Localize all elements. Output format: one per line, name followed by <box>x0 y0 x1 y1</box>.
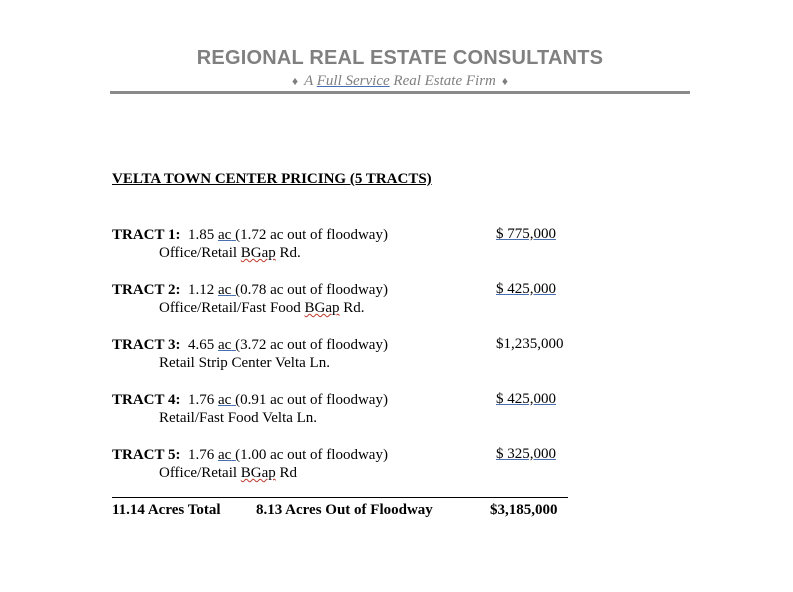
tract-3-price: $1,235,000 <box>496 336 564 352</box>
tract-unit: ac <box>217 392 232 408</box>
tract-paren: ( <box>235 282 241 298</box>
tract-paren: ( <box>235 227 241 243</box>
tract-label: TRACT 3: <box>112 337 181 353</box>
tract-road-suffix: Velta Ln. <box>262 410 318 426</box>
tract-acres: 1.85 <box>187 227 215 243</box>
document-title: VELTA TOWN CENTER PRICING (5 TRACTS) <box>112 171 432 187</box>
tract-road-suffix: Rd <box>275 465 298 481</box>
tract-use: Retail/Fast Food <box>159 410 259 426</box>
tract-floodway: 0.78 ac out of floodway) <box>240 282 388 298</box>
tract-floodway: 0.91 ac out of floodway) <box>240 392 388 408</box>
tract-paren: ( <box>235 392 241 408</box>
tract-road-suffix: Rd. <box>275 245 301 261</box>
tract-floodway: 3.72 ac out of floodway) <box>240 337 388 353</box>
firm-name: REGIONAL REAL ESTATE CONSULTANTS <box>196 47 604 69</box>
tract-road-suffix: Rd. <box>339 300 365 316</box>
totals-divider <box>112 497 568 498</box>
firm-tagline <box>110 73 690 90</box>
diamond-bullet-icon: ♦ <box>501 74 509 88</box>
tract-unit: ac <box>217 282 232 298</box>
tract-label: TRACT 2: <box>112 282 181 298</box>
tract-unit: ac <box>217 447 232 463</box>
tract-use: Office/Retail/Fast Food <box>159 300 301 316</box>
tract-paren: ( <box>235 447 241 463</box>
tract-floodway: 1.72 ac out of floodway) <box>240 227 388 243</box>
header-divider <box>110 91 690 94</box>
tract-label: TRACT 4: <box>112 392 181 408</box>
tagline-suffix: Real Estate Firm <box>389 73 496 89</box>
tract-acres: 1.76 <box>187 392 215 408</box>
tract-floodway: 1.00 ac out of floodway) <box>240 447 388 463</box>
tract-road-name: BGap <box>304 300 340 316</box>
tract-use: Retail Strip Center <box>159 355 272 371</box>
total-price: $3,185,000 <box>490 502 558 518</box>
tagline-link-text: Full Service <box>316 73 390 89</box>
diamond-bullet-icon: ♦ <box>291 74 299 88</box>
total-out-of-floodway: 8.13 Acres Out of Floodway <box>256 502 433 518</box>
tract-unit: ac <box>217 227 232 243</box>
tract-1-price: $ 775,000 <box>496 226 556 242</box>
tract-label: TRACT 5: <box>112 447 181 463</box>
tract-label: TRACT 1: <box>112 227 181 243</box>
tract-paren: ( <box>235 337 241 353</box>
tract-use: Office/Retail <box>159 465 238 481</box>
total-acres: 11.14 Acres Total <box>112 502 221 518</box>
tract-2-price: $ 425,000 <box>496 281 556 297</box>
tract-acres: 1.76 <box>187 447 215 463</box>
tract-unit: ac <box>217 337 232 353</box>
tract-5-price: $ 325,000 <box>496 446 556 462</box>
tract-acres: 1.12 <box>187 282 215 298</box>
tract-road-name: BGap <box>240 245 276 261</box>
tagline-prefix: A <box>304 73 317 89</box>
tract-use: Office/Retail <box>159 245 238 261</box>
tract-road-suffix: Velta Ln. <box>274 355 330 371</box>
tract-4-price: $ 425,000 <box>496 391 556 407</box>
tract-road-name: BGap <box>240 465 276 481</box>
tract-acres: 4.65 <box>187 337 215 353</box>
